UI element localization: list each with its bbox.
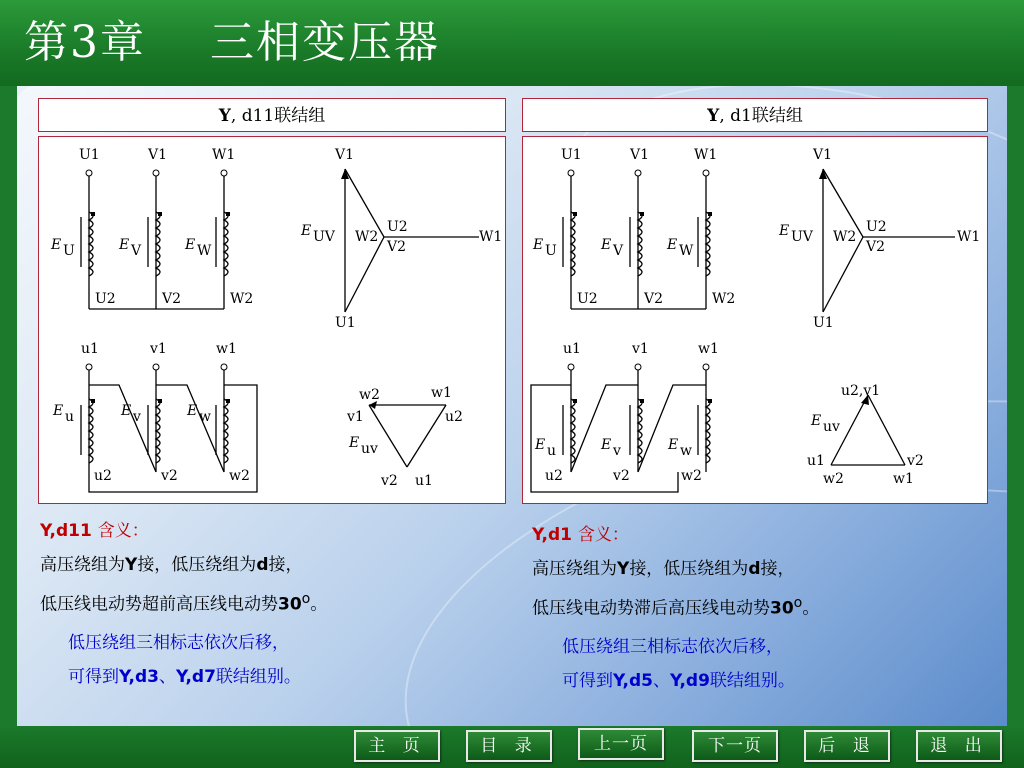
terminal-label: V2: [162, 291, 182, 307]
svg-text:E: E: [779, 223, 790, 239]
phasor-label: W2: [355, 229, 379, 245]
right-meaning-code: Y,d1: [532, 525, 572, 545]
svg-text:E: E: [601, 437, 612, 453]
svg-text:E: E: [185, 237, 196, 253]
phasor-label: w1: [431, 385, 452, 401]
left-line-2: 低压线电动势超前高压线电动势30$^o$。: [40, 591, 328, 615]
phasor-label: w1: [893, 471, 914, 487]
phasor-label: v1: [347, 409, 364, 425]
phasor-label: U2: [866, 219, 887, 235]
terminal-label: W2: [712, 291, 736, 307]
phasor-label: u2,v1: [841, 383, 881, 399]
emf-label: w: [199, 409, 211, 425]
emf-label: W: [679, 243, 694, 259]
left-meaning-heading: [40, 514, 327, 548]
terminal-label: u2: [94, 468, 112, 484]
terminal-label: w1: [698, 341, 719, 357]
phasor-label: W2: [833, 229, 857, 245]
right-description: [532, 518, 819, 698]
svg-text:E: E: [667, 237, 678, 253]
terminal-label: w2: [681, 468, 702, 484]
terminal-label: w2: [229, 468, 250, 484]
right-connection-diagram: [523, 137, 987, 503]
terminal-label: v1: [150, 341, 167, 357]
phasor-label: W1: [479, 229, 503, 245]
phasor-label: V1: [813, 147, 833, 163]
left-connection-diagram: [39, 137, 505, 503]
emf-label: V: [613, 243, 624, 259]
svg-text:E: E: [51, 237, 62, 253]
emf-label: UV: [791, 229, 813, 245]
left-note-1: 低压绕组三相标志依次后移，: [68, 632, 289, 653]
header-bar: [0, 0, 1024, 86]
phasor-label: U1: [335, 315, 356, 331]
phasor-label: w2: [823, 471, 844, 487]
left-meaning-label: 含义：: [97, 521, 149, 541]
home-button[interactable]: 主 页: [354, 730, 440, 762]
exit-button[interactable]: 退 出: [916, 730, 1002, 762]
emf-label: w: [680, 443, 692, 459]
terminal-label: U2: [95, 291, 116, 307]
terminal-label: W1: [694, 147, 718, 163]
svg-text:E: E: [121, 403, 132, 419]
terminal-label: v1: [632, 341, 649, 357]
emf-label: v: [613, 443, 621, 459]
contents-button[interactable]: 目 录: [466, 730, 552, 762]
page-title: 第3章 三相变压器: [24, 17, 440, 68]
right-frame: [1007, 86, 1024, 726]
terminal-label: W2: [230, 291, 254, 307]
phasor-label: u1: [807, 453, 825, 469]
left-line-1: 高压绕组为Y接，低压绕组为d接，: [40, 555, 303, 575]
terminal-label: V2: [644, 291, 664, 307]
terminal-label: V1: [630, 147, 650, 163]
terminal-label: u1: [81, 341, 99, 357]
emf-label: v: [133, 409, 141, 425]
svg-text:E: E: [535, 437, 546, 453]
svg-text:E: E: [668, 437, 679, 453]
terminal-label: U1: [561, 147, 582, 163]
emf-label: U: [545, 243, 557, 259]
left-note-2: 可得到Y,d3、Y,d7联结组别。: [68, 666, 301, 687]
phasor-label: W1: [957, 229, 981, 245]
svg-text:E: E: [187, 403, 198, 419]
terminal-label: V1: [148, 147, 168, 163]
phasor-label: U2: [387, 219, 408, 235]
emf-label: u: [65, 409, 75, 425]
right-title-text: , d1联结组: [719, 106, 803, 126]
emf-label: uv: [361, 441, 378, 457]
svg-text:E: E: [301, 223, 312, 239]
right-note-1: 低压绕组三相标志依次后移，: [562, 636, 783, 657]
phasor-label: V1: [335, 147, 355, 163]
emf-label: U: [63, 243, 75, 259]
terminal-label: w1: [216, 341, 237, 357]
svg-text:E: E: [601, 237, 612, 253]
right-line-2: 低压线电动势滞后高压线电动势30$^o$。: [532, 595, 820, 619]
phasor-label: u2: [445, 409, 463, 425]
right-panel-title: [522, 98, 988, 132]
right-line-1: 高压绕组为Y接，低压绕组为d接，: [532, 559, 795, 579]
prev-page-button[interactable]: 上一页: [578, 728, 664, 760]
emf-label: uv: [823, 419, 840, 435]
phasor-label: w2: [359, 387, 380, 403]
left-title-prefix: Y: [218, 106, 231, 126]
right-title-prefix: Y: [707, 106, 720, 126]
terminal-label: u1: [563, 341, 581, 357]
phasor-label: U1: [813, 315, 834, 331]
terminal-label: U1: [79, 147, 100, 163]
left-title-text: , d11联结组: [230, 106, 326, 126]
terminal-label: v2: [613, 468, 630, 484]
emf-label: u: [547, 443, 557, 459]
emf-label: UV: [313, 229, 335, 245]
right-meaning-heading: [532, 518, 819, 552]
phasor-label: v2: [381, 473, 398, 489]
terminal-label: W1: [212, 147, 236, 163]
terminal-label: u2: [545, 468, 563, 484]
left-frame: [0, 86, 17, 726]
svg-text:E: E: [811, 413, 822, 429]
right-meaning-label: 含义：: [577, 525, 629, 545]
phasor-label: V2: [387, 239, 407, 255]
svg-text:E: E: [349, 435, 360, 451]
left-description: [40, 514, 327, 694]
svg-text:E: E: [533, 237, 544, 253]
svg-text:E: E: [119, 237, 130, 253]
svg-text:E: E: [53, 403, 64, 419]
terminal-label: v2: [161, 468, 178, 484]
right-diagram-panel: [522, 136, 988, 504]
right-note-2: 可得到Y,d5、Y,d9联结组别。: [562, 670, 795, 691]
next-page-button[interactable]: 下一页: [692, 730, 778, 762]
left-panel-title: [38, 98, 506, 132]
terminal-label: U2: [577, 291, 598, 307]
phasor-label: V2: [866, 239, 886, 255]
phasor-label: u1: [415, 473, 433, 489]
left-diagram-panel: [38, 136, 506, 504]
left-meaning-code: Y,d11: [40, 521, 92, 541]
emf-label: V: [131, 243, 142, 259]
back-button[interactable]: 后 退: [804, 730, 890, 762]
emf-label: W: [197, 243, 212, 259]
phasor-label: v2: [907, 453, 924, 469]
